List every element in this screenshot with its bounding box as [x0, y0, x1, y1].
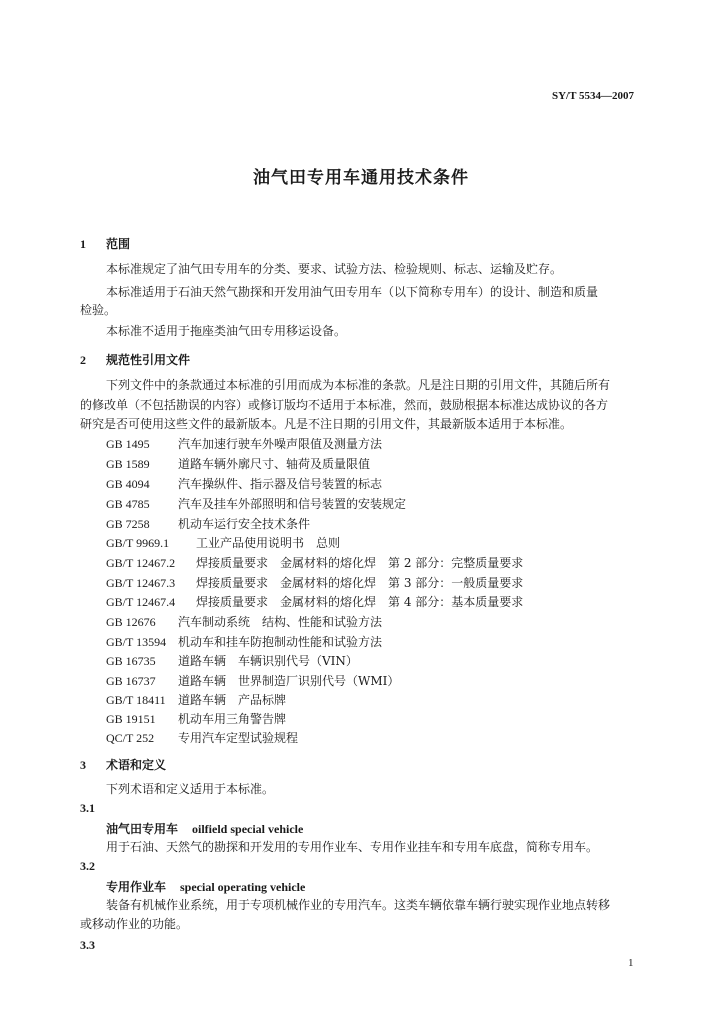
reference-code: GB 16737 — [106, 674, 156, 688]
reference-code: GB/T 18411 — [106, 693, 166, 707]
reference-title: 道路车辆外廓尺寸、轴荷及质量限值 — [178, 457, 371, 471]
reference-code: GB/T 12467.2 — [106, 556, 176, 570]
reference-title: 工业产品使用说明书 总则 — [196, 536, 341, 550]
reference-item — [106, 613, 382, 630]
paragraph: 本标准规定了油气田专用车的分类、要求、试验方法、检验规则、标志、运输及贮存。 — [106, 262, 563, 276]
reference-title: 汽车操纵件、指示器及信号装置的标志 — [178, 477, 383, 491]
reference-code: GB 7258 — [106, 517, 150, 531]
document-title: 油气田专用车通用技术条件 — [253, 168, 469, 188]
reference-code: QC/T 252 — [106, 731, 155, 745]
term-english: oilfield special vehicle — [192, 822, 304, 836]
reference-title: 道路车辆 产品标牌 — [178, 693, 287, 707]
paragraph: 本标准适用于石油天然气勘探和开发用油气田专用车（以下简称专用车）的设计、制造和质量 — [106, 285, 599, 299]
reference-code: GB/T 12467.4 — [106, 595, 176, 609]
section-number: 2 — [80, 353, 86, 367]
reference-item — [106, 633, 382, 650]
reference-item — [106, 495, 406, 512]
paragraph: 下列文件中的条款通过本标准的引用而成为本标准的条款。凡是注日期的引用文件，其随后所有 — [106, 378, 611, 392]
reference-code: GB/T 13594 — [106, 635, 167, 649]
reference-code: GB 1495 — [106, 437, 150, 451]
term-heading — [106, 878, 305, 895]
reference-item — [106, 729, 298, 746]
term-heading — [106, 820, 303, 837]
reference-title: 焊接质量要求 金属材料的熔化焊 第 4 部分：基本质量要求 — [196, 595, 524, 609]
reference-item — [106, 574, 523, 591]
reference-item — [106, 672, 399, 689]
section-title: 范围 — [106, 237, 131, 251]
reference-code: GB 1589 — [106, 457, 150, 471]
reference-code: GB/T 9969.1 — [106, 536, 170, 550]
reference-item — [106, 475, 382, 492]
term-chinese: 油气田专用车 — [106, 822, 179, 836]
section-number: 1 — [80, 237, 86, 251]
section-3-heading — [80, 756, 166, 773]
reference-title: 机动车和挂车防抱制动性能和试验方法 — [178, 635, 383, 649]
term-chinese: 专用作业车 — [106, 880, 167, 894]
reference-item — [106, 435, 382, 452]
reference-item — [106, 554, 523, 571]
reference-code: GB 4785 — [106, 497, 150, 511]
paragraph: 本标准不适用于拖座类油气田专用移运设备。 — [106, 324, 347, 338]
reference-title: 焊接质量要求 金属材料的熔化焊 第 2 部分：完整质量要求 — [196, 556, 524, 570]
reference-code: GB 12676 — [106, 615, 156, 629]
term-english: special operating vehicle — [180, 880, 306, 894]
section-2-heading — [80, 351, 190, 368]
term-definition: 用于石油、天然气的勘探和开发用的专用作业车、专用作业挂车和专用车底盘，简称专用车。 — [106, 840, 599, 854]
reference-title: 汽车及挂车外部照明和信号装置的安装规定 — [178, 497, 407, 511]
paragraph-continuation: 的修改单（不包括勘误的内容）或修订版均不适用于本标准，然而，鼓励根据本标准达成协议的各方 — [80, 398, 609, 412]
reference-title: 汽车制动系统 结构、性能和试验方法 — [178, 615, 383, 629]
term-definition-continuation: 或移动作业的功能。 — [80, 917, 189, 931]
reference-title: 机动车运行安全技术条件 — [178, 517, 311, 531]
paragraph-continuation: 检验。 — [80, 303, 117, 317]
section-number: 3 — [80, 758, 86, 772]
reference-title: 道路车辆 车辆识别代号（VIN） — [178, 654, 358, 668]
standard-code: SY/T 5534—2007 — [551, 90, 634, 102]
reference-item — [106, 593, 523, 610]
section-title: 规范性引用文件 — [106, 353, 191, 367]
reference-title: 汽车加速行驶车外噪声限值及测量方法 — [178, 437, 383, 451]
reference-code: GB 16735 — [106, 654, 156, 668]
clause-number: 3.3 — [80, 938, 95, 952]
reference-item — [106, 455, 370, 472]
clause-number: 3.2 — [80, 859, 95, 873]
reference-title: 道路车辆 世界制造厂识别代号（WMI） — [178, 674, 400, 688]
paragraph: 下列术语和定义适用于本标准。 — [106, 782, 275, 796]
clause-number: 3.1 — [80, 801, 95, 815]
reference-item — [106, 515, 310, 532]
section-1-heading — [80, 235, 130, 252]
reference-item — [106, 710, 286, 727]
reference-item — [106, 691, 286, 708]
reference-title: 专用汽车定型试验规程 — [178, 731, 299, 745]
reference-item — [106, 534, 340, 551]
paragraph-continuation: 研究是否可使用这些文件的最新版本。凡是不注日期的引用文件，其最新版本适用于本标准。 — [80, 417, 573, 431]
reference-code: GB 19151 — [106, 712, 156, 726]
reference-title: 机动车用三角警告牌 — [178, 712, 287, 726]
reference-title: 焊接质量要求 金属材料的熔化焊 第 3 部分：一般质量要求 — [196, 576, 524, 590]
page-number: 1 — [628, 957, 634, 969]
reference-item — [106, 652, 358, 669]
reference-code: GB/T 12467.3 — [106, 576, 176, 590]
section-title: 术语和定义 — [106, 758, 167, 772]
term-definition: 装备有机械作业系统，用于专项机械作业的专用汽车。这类车辆依靠车辆行驶实现作业地点转移 — [106, 898, 611, 912]
reference-code: GB 4094 — [106, 477, 150, 491]
